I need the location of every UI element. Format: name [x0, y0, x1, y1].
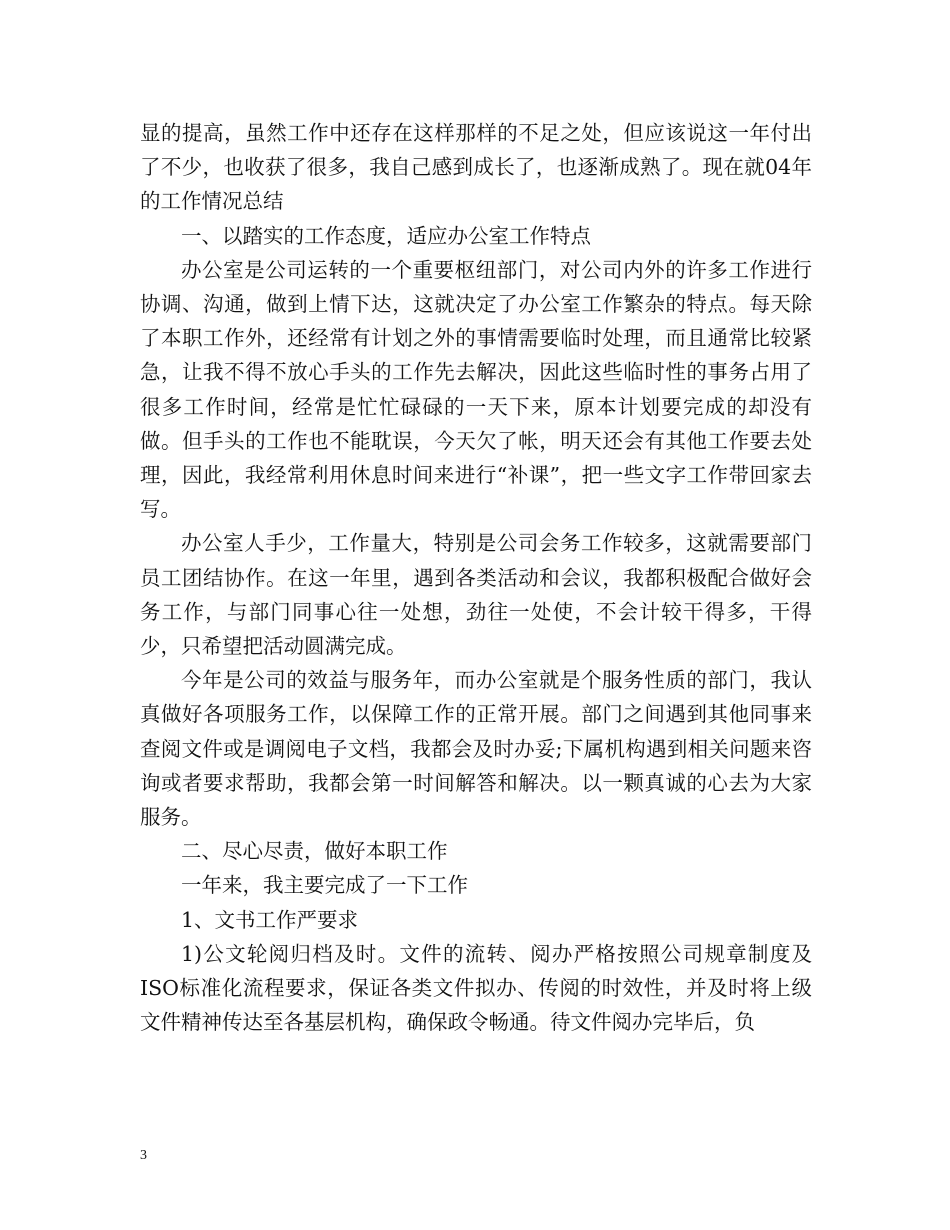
document-body: [140, 116, 812, 1039]
paragraph-service-year: 今年是公司的效益与服务年，而办公室就是个服务性质的部门，我认真做好各项服务工作，以保障工作的正常开展。部门之间遇到其他同事来查阅文件或是调阅电子文档，我都会及时办妥;下属机构遇到相关问题来咨询或者要求帮助，我都会第一时间解答和解决。以一颗真诚的心去为大家服务。: [140, 668, 812, 830]
heading-section-one: 一、以踏实的工作态度，适应办公室工作特点: [181, 223, 591, 248]
paragraph-document-archiving: 1)公文轮阅归档及时。文件的流转、阅办严格按照公司规章制度及ISO标准化流程要求，保证各类文件拟办、传阅的时效性，并及时将上级文件精神传达至各基层机构，确保政令畅通。待文件阅办完毕后，负: [140, 941, 812, 1035]
paragraph-work-intro: 一年来，我主要完成了一下工作: [181, 873, 468, 898]
paragraph-continued-intro: 显的提高，虽然工作中还存在这样那样的不足之处，但应该说这一年付出了不少，也收获了很多，我自己感到成长了，也逐渐成熟了。现在就04年的工作情况总结: [140, 121, 812, 214]
heading-section-two: 二、尽心尽责，做好本职工作: [181, 839, 448, 864]
paragraph-office-role: 办公室是公司运转的一个重要枢纽部门，对公司内外的许多工作进行协调、沟通，做到上情下达，这就决定了办公室工作繁杂的特点。每天除了本职工作外，还经常有计划之外的事情需要临时处理，而且通常比较紧急，让我不得不放心手头的工作先去解决，因此这些临时性的事务占用了很多工作时间，经常是忙忙碌碌的一天下来，原本计划要完成的却没有做。但手头的工作也不能耽误，今天欠了帐，明天还会有其他工作要去处理，因此，我经常利用休息时间来进行“补课”，把一些文字工作带回家去写。: [140, 257, 812, 522]
page-number: 3: [140, 1148, 147, 1163]
paragraph-teamwork: 办公室人手少，工作量大，特别是公司会务工作较多，这就需要部门员工团结协作。在这一年里，遇到各类活动和会议，我都积极配合做好会务工作，与部门同事心往一处想，劲往一处使，不会计较干得多，干得少，只希望把活动圆满完成。: [140, 531, 812, 659]
heading-item-one: 1、文书工作严要求: [181, 907, 359, 932]
